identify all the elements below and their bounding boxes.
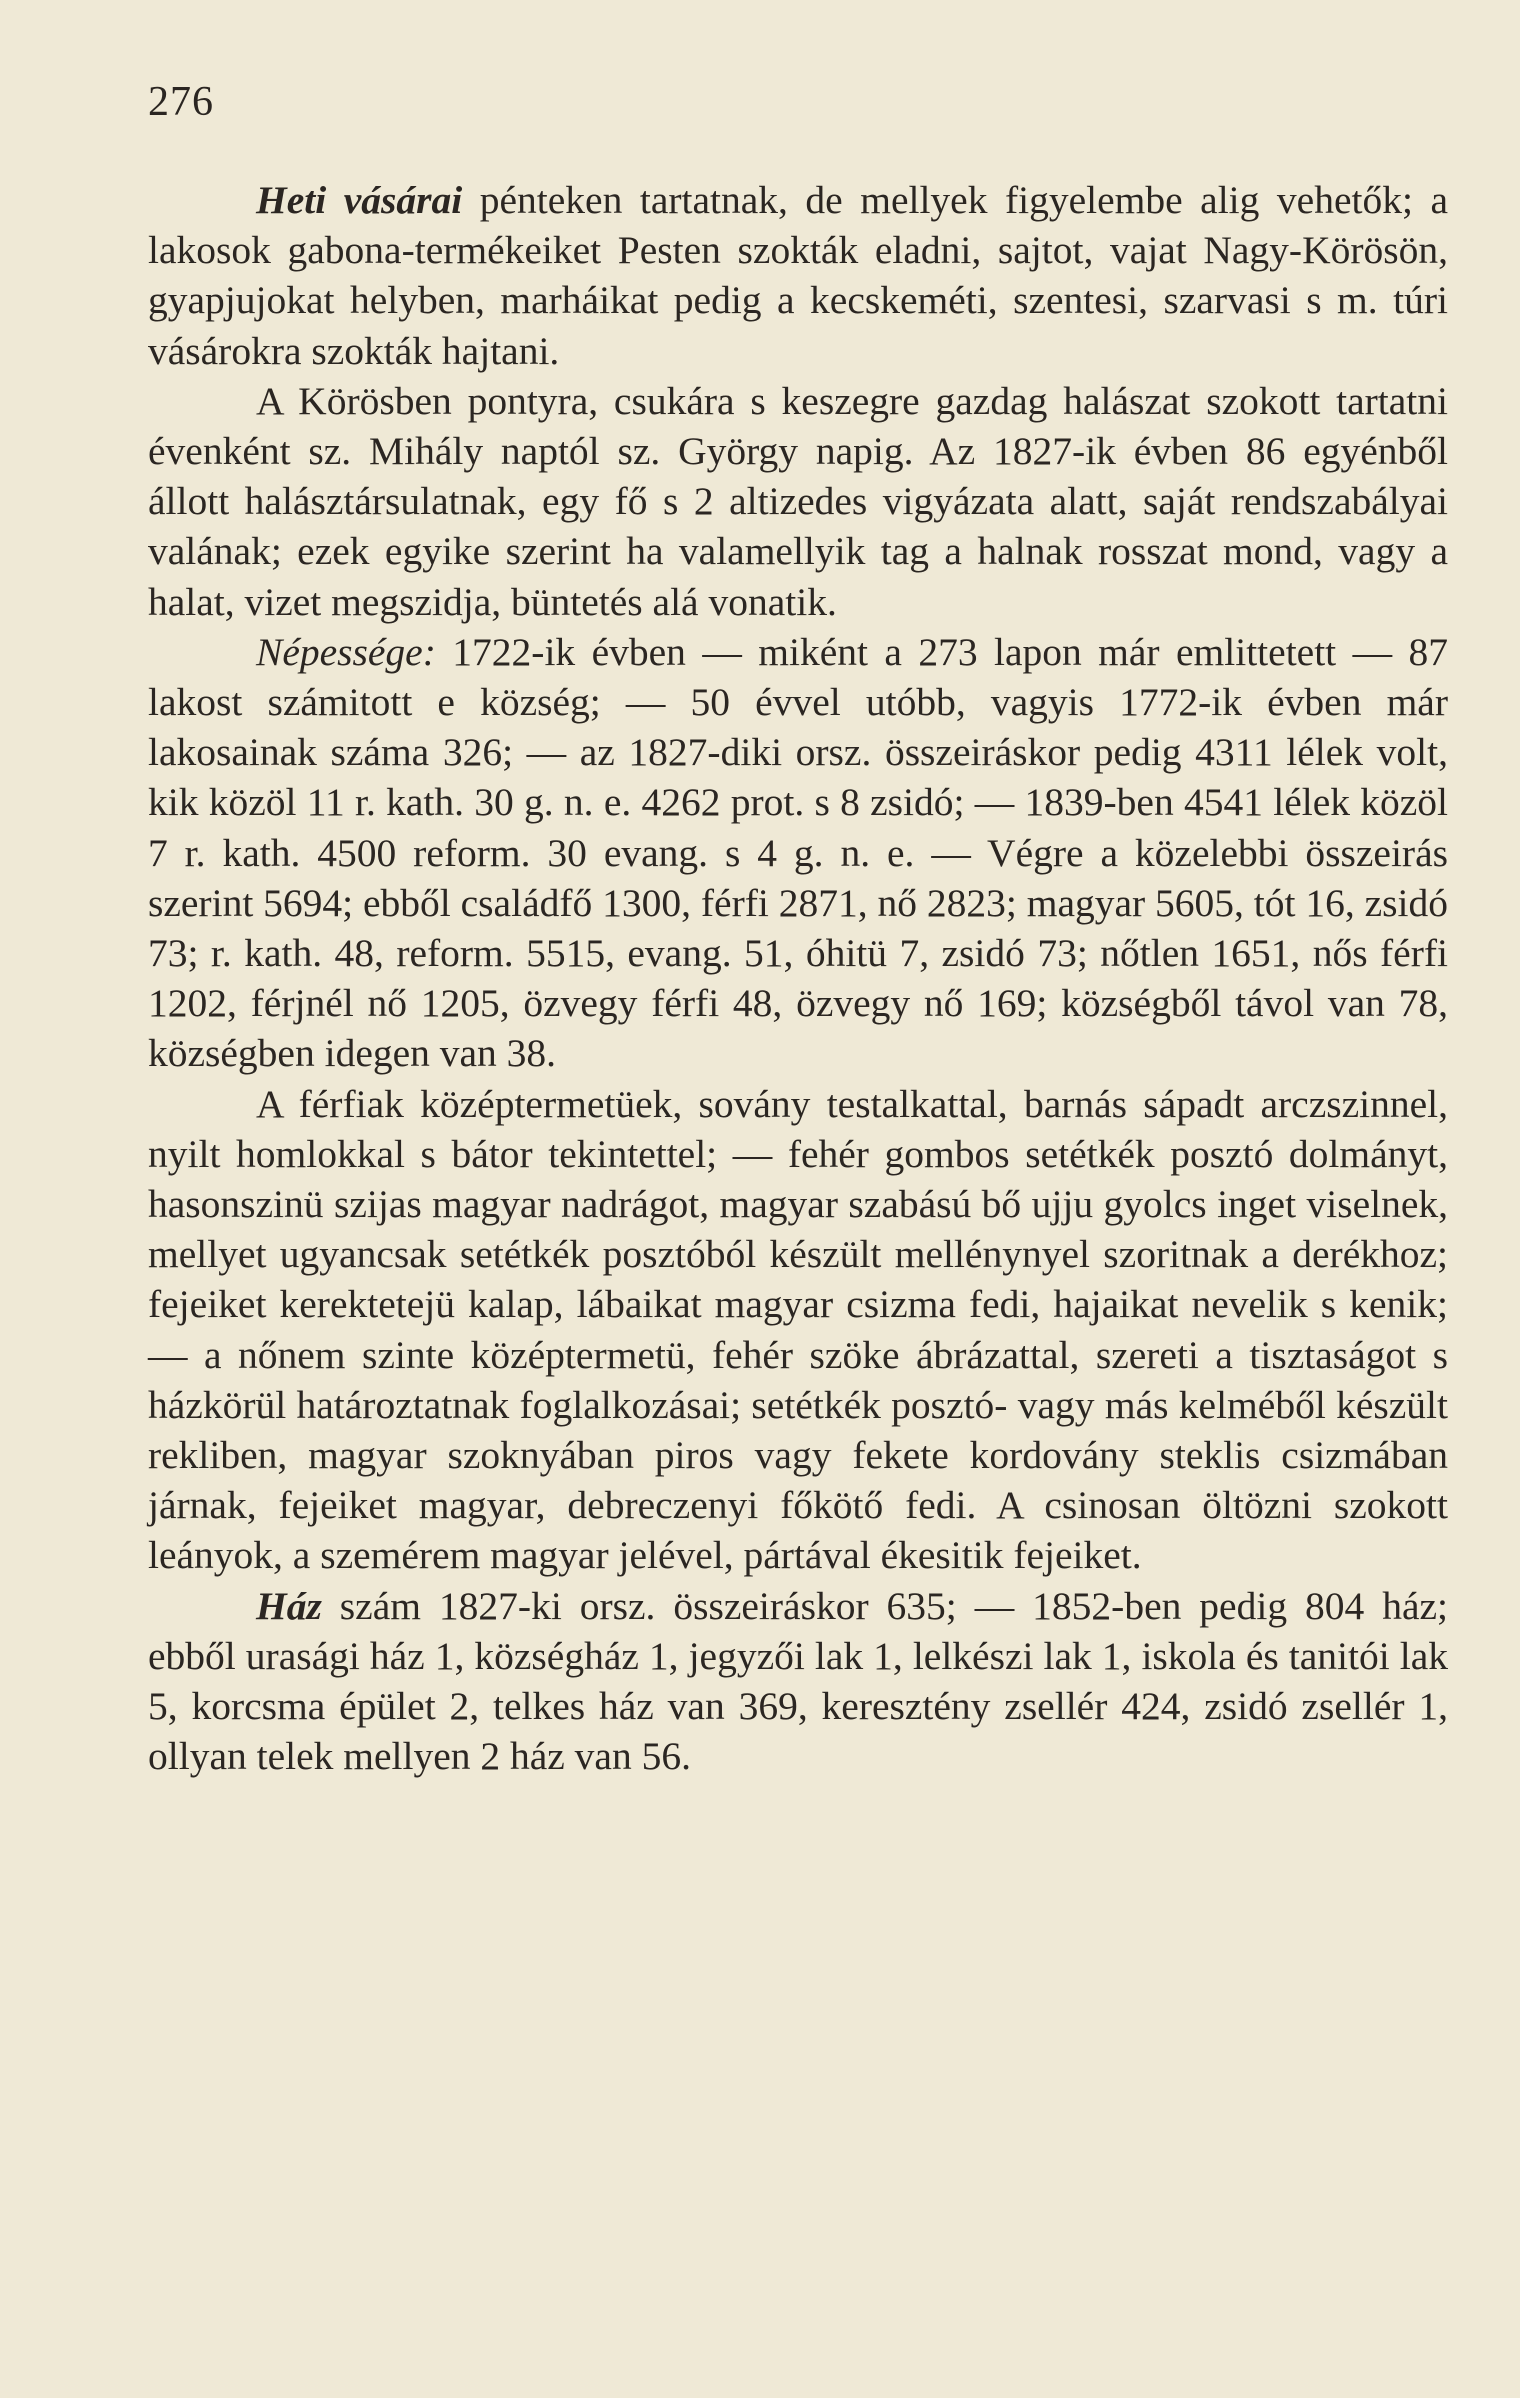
paragraph-text: szám 1827-ki orsz. összeiráskor 635; — 1852-ben pedig 804 ház; ebből urasági ház 1, községház 1, jegyzői lak 1, lelkészi lak 1, iskola és tanitói lak 5, korcsma épület 2, telkes ház van 369, keresztény zsellér 424, zsidó zsellér 1, ollyan telek mellyen 2 ház van 56. <box>148 1583 1448 1779</box>
paragraph-lead: Ház <box>256 1583 322 1628</box>
paragraph-lead: Heti vásárai <box>256 178 463 222</box>
paragraph-text: 1722-ik évben — miként a 273 lapon már emlittetett — 87 lakost számitott e község; — 50 évvel utóbb, vagyis 1772-ik évben már lakosainak száma 326; — az 1827-diki orsz. összeiráskor pedig 4311 lélek volt, kik közöl 11 r. kath. 30 g. n. e. 4262 prot. s 8 zsidó; — 1839-ben 4541 lélek közöl 7 r. kath. 4500 reform. 30 evang. s 4 g. n. e. — Végre a közelebbi összeirás szerint 5694; ebből családfő 1300, férfi 2871, nő 2823; magyar 5605, tót 16, zsidó 73; r. kath. 48, reform. 5515, evang. 51, óhitü 7, zsidó 73; nőtlen 1651, nős férfi 1202, férjnél nő 1205, özvegy férfi 48, özvegy nő 169; községből távol van 78, községben idegen van 38. <box>148 629 1448 1076</box>
page-number: 276 <box>148 79 214 125</box>
body-text <box>148 175 1448 1782</box>
paragraph-lead: Népessége: <box>256 629 436 674</box>
paragraph-text: pénteken tartatnak, de mellyek figyelembe alig vehetők; a lakosok gabona-termékeiket Pesten szokták eladni, sajtot, vajat Nagy-Körösön, gyapjujokat helyben, marháikat pedig a kecskeméti, szentesi, szarvasi s m. túri vásárokra szokták hajtani. <box>148 178 1448 373</box>
paragraph-text: A férfiak középtermetüek, sovány testalkattal, barnás sápadt arczszinnel, nyilt homlokkal s bátor tekintettel; — fehér gombos setétkék posztó dolmányt, hasonszinü szijas magyar nadrágot, magyar szabású bő ujju gyolcs inget viselnek, mellyet ugyancsak setétkék posztóból készült mellénynyel szoritnak a derékhoz; fejeiket kerektetejü kalap, lábaikat magyar csizma fedi, hajaikat nevelik s kenik; — a nőnem szinte középtermetü, fehér szöke ábrázattal, szereti a tisztaságot s házkörül határoztatnak foglalkozásai; setétkék posztó- vagy más kelméből készült rekliben, magyar szoknyában piros vagy fekete kordovány steklis csizmában járnak, fejeiket magyar, debreczenyi főkötő fedi. A csinosan öltözni szokott leányok, a szemérem magyar jelével, pártával ékesitik fejeiket. <box>148 1081 1448 1578</box>
paragraph-people <box>148 1079 1448 1581</box>
paragraph-houses <box>148 1581 1448 1782</box>
paragraph-fishing <box>148 376 1448 627</box>
paragraph-text: A Körösben pontyra, csukára s keszegre gazdag halászat szokott tartatni évenként sz. Mihály naptól sz. György napig. Az 1827-ik évben 86 egyénből állott halásztársulatnak, egy fő s 2 altizedes vigyázata alatt, saját rendszabályai valának; ezek egyike szerint ha valamellyik tag a halnak rosszat mond, vagy a halat, vizet megszidja, büntetés alá vonatik. <box>148 378 1448 624</box>
paragraph-weekly-markets <box>148 175 1448 376</box>
paragraph-population <box>148 627 1448 1079</box>
